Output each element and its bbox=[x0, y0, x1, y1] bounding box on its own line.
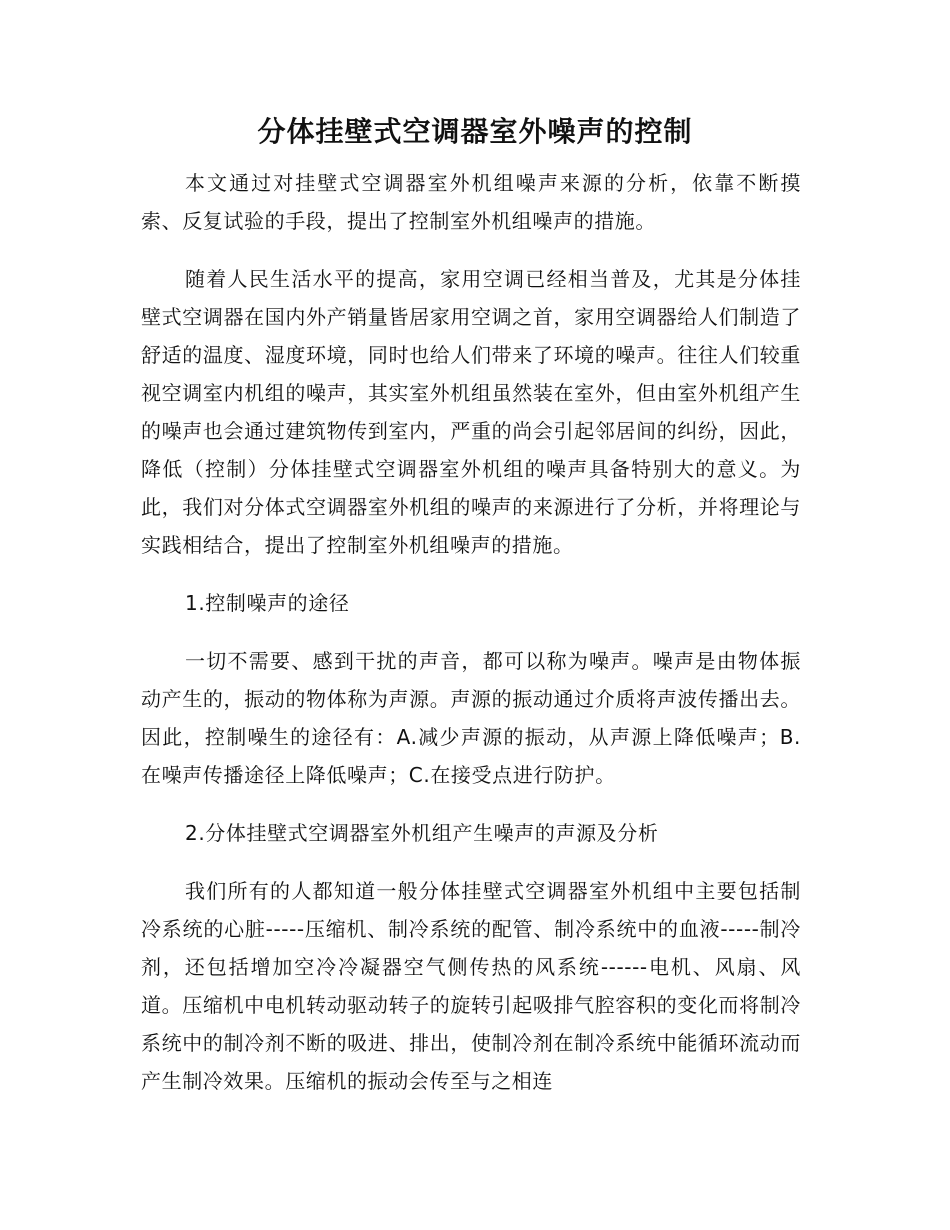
paragraph-noise-sources: 我们所有的人都知道一般分体挂壁式空调器室外机组中主要包括制冷系统的心脏-----压缩机、制冷系统的配管、制冷系统中的血液-----制冷剂，还包括增加空冷冷凝器空气侧传热的风系统------电机、风扇、风道。压缩机中电机转动驱动转子的旋转引起吸排气腔容积的变化而将制冷系统中的制冷剂不断的吸进、排出，使制冷剂在制冷系统中能循环流动而产生制冷效果。压缩机的振动会传至与之相连 bbox=[141, 879, 801, 1093]
document-body bbox=[141, 164, 801, 1100]
paragraph-noise-control: 一切不需要、感到干扰的声音，都可以称为噪声。噪声是由物体振动产生的，振动的物体称为声源。声源的振动通过介质将声波传播出去。因此，控制噪生的途径有：A.减少声源的振动，从声源上降低噪声；B.在噪声传播途径上降低噪声；C.在接受点进行防护。 bbox=[141, 649, 801, 787]
section-heading-2: 2.分体挂壁式空调器室外机组产生噪声的声源及分析 bbox=[185, 821, 659, 845]
paragraph-abstract: 本文通过对挂壁式空调器室外机组噪声来源的分析，依靠不断摸索、反复试验的手段，提出了控制室外机组噪声的措施。 bbox=[141, 171, 801, 233]
section-heading-1: 1.控制噪声的途径 bbox=[185, 591, 350, 615]
paragraph-introduction: 随着人民生活水平的提高，家用空调已经相当普及，尤其是分体挂壁式空调器在国内外产销量皆居家用空调之首，家用空调器给人们制造了舒适的温度、湿度环境，同时也给人们带来了环境的噪声。往往人们较重视空调室内机组的噪声，其实室外机组虽然装在室外，但由室外机组产生的噪声也会通过建筑物传到室内，严重的尚会引起邻居间的纠纷，因此，降低（控制）分体挂壁式空调器室外机组的噪声具备特别大的意义。为此，我们对分体式空调器室外机组的噪声的来源进行了分析，并将理论与实践相结合，提出了控制室外机组噪声的措施。 bbox=[141, 267, 801, 557]
document-title: 分体挂壁式空调器室外噪声的控制 bbox=[257, 115, 693, 148]
